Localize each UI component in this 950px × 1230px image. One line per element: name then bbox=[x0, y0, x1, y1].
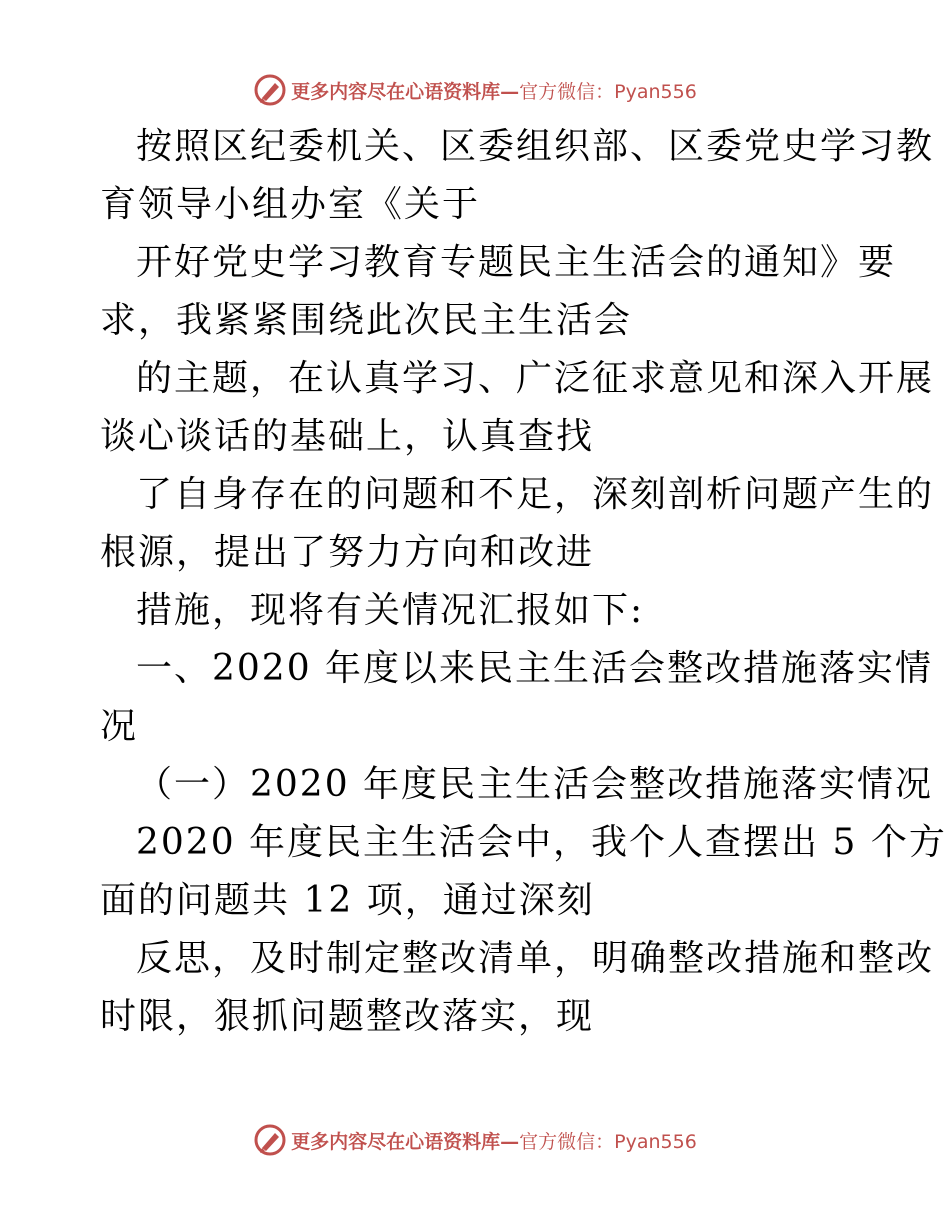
body-line: 2020 年度民主生活会中，我个人查摆出 5 个方 bbox=[136, 822, 947, 863]
watermark-main-text: 更多内容尽在心语资料库— bbox=[291, 80, 520, 103]
section-heading-cont: 况 bbox=[100, 706, 139, 747]
pen-logo-icon bbox=[253, 73, 287, 107]
body-line: 求，我紧紧围绕此次民主生活会 bbox=[100, 300, 633, 341]
body-line: 反思，及时制定整改清单，明确整改措施和整改 bbox=[136, 938, 935, 979]
watermark-wechat-text: 官方微信：Pyan556 bbox=[519, 1130, 697, 1153]
document-body bbox=[100, 118, 947, 1046]
body-line: 谈心谈话的基础上，认真查找 bbox=[100, 416, 595, 457]
body-line: 的主题，在认真学习、广泛征求意见和深入开展 bbox=[136, 358, 935, 399]
body-line: 根源，提出了努力方向和改进 bbox=[100, 532, 595, 573]
body-line: 措施，现将有关情况汇报如下: bbox=[136, 590, 645, 631]
footer-watermark bbox=[0, 1120, 950, 1160]
watermark-wechat-text: 官方微信：Pyan556 bbox=[519, 80, 697, 103]
body-line: 时限，狠抓问题整改落实，现 bbox=[100, 996, 595, 1037]
body-line: 按照区纪委机关、区委组织部、区委党史学习教 bbox=[136, 126, 935, 167]
body-line: 面的问题共 12 项，通过深刻 bbox=[100, 880, 595, 921]
header-watermark bbox=[0, 70, 950, 110]
pen-logo-icon bbox=[253, 1123, 287, 1157]
body-line: 了自身存在的问题和不足，深刻剖析问题产生的 bbox=[136, 474, 935, 515]
body-line: 育领导小组办室《关于 bbox=[100, 184, 481, 225]
subsection-heading: （一）2020 年度民主生活会整改措施落实情况 bbox=[136, 764, 934, 805]
section-heading: 一、2020 年度以来民主生活会整改措施落实情 bbox=[136, 648, 934, 689]
body-line: 开好党史学习教育专题民主生活会的通知》要 bbox=[136, 242, 897, 283]
watermark-main-text: 更多内容尽在心语资料库— bbox=[291, 1130, 520, 1153]
